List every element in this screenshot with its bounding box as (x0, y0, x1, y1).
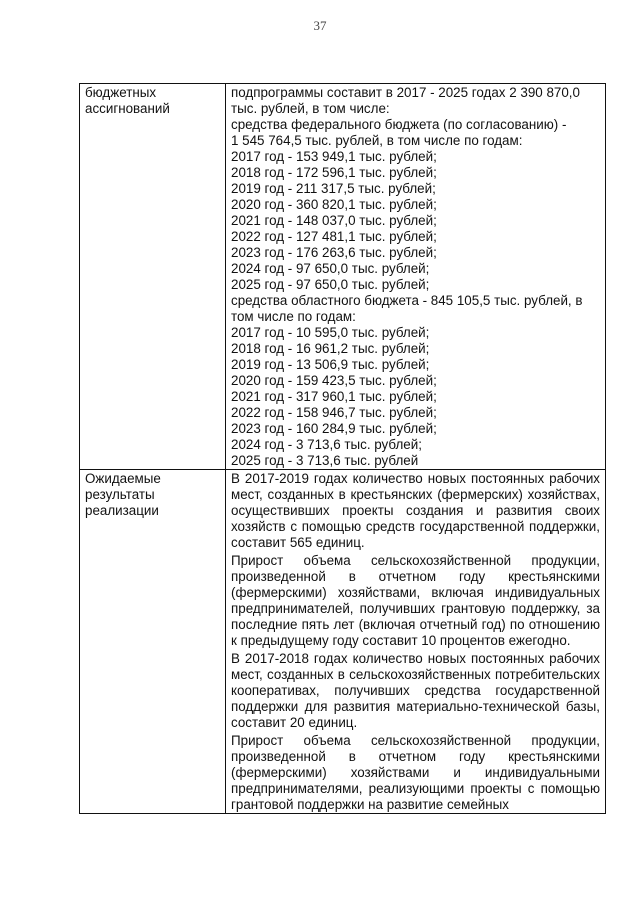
content-line: 2024 год - 97 650,0 тыс. рублей; (231, 261, 430, 276)
label-line: результаты (85, 487, 155, 502)
label-line: Ожидаемые (85, 471, 161, 486)
label-cell-budget (80, 84, 226, 470)
content-line: 2017 год - 153 949,1 тыс. рублей; (231, 149, 437, 164)
content-line: 2020 год - 360 820,1 тыс. рублей; (231, 197, 437, 212)
content-cell-budget (226, 84, 606, 470)
content-line: тыс. рублей, в том числе: (231, 101, 390, 116)
label-line: реализации (85, 503, 159, 518)
program-passport-table (79, 83, 606, 814)
content-line: подпрограммы составит в 2017 - 2025 годах 2 390 870,0 (231, 85, 580, 100)
label-line: бюджетных (85, 85, 157, 100)
content-line: 2021 год - 317 960,1 тыс. рублей; (231, 389, 437, 404)
content-line: 2018 год - 172 596,1 тыс. рублей; (231, 165, 437, 180)
content-line: 1 545 764,5 тыс. рублей, в том числе по годам: (231, 133, 523, 148)
content-line: 2023 год - 176 263,6 тыс. рублей; (231, 245, 437, 260)
content-line: средства областного бюджета - 845 105,5 тыс. рублей, в (231, 293, 583, 308)
content-line: 2018 год - 16 961,2 тыс. рублей; (231, 341, 430, 356)
content-line: 2019 год - 211 317,5 тыс. рублей; (231, 181, 436, 196)
page-number: 37 (313, 18, 327, 33)
content-line: 2020 год - 159 423,5 тыс. рублей; (231, 373, 437, 388)
content-line: 2022 год - 158 946,7 тыс. рублей; (231, 405, 437, 420)
content-line: 2025 год - 97 650,0 тыс. рублей; (231, 277, 430, 292)
table-row-results (80, 470, 606, 814)
table-row-budget (80, 84, 606, 470)
content-line: 2021 год - 148 037,0 тыс. рублей; (231, 213, 437, 228)
results-paragraph: Прирост объема сельскохозяйственной продукции, произведенной в отчетном году крестьянскими (фермерскими) хозяйствами, включая индивидуальных предпринимателей, получивших грантовую поддержку, за последние пять лет (включая отчетный год) по отношению к предыдущему году составит 10 процентов ежегодно. (231, 553, 600, 648)
content-line: том числе по годам: (231, 309, 356, 324)
label-cell-results (80, 470, 226, 814)
content-line: 2023 год - 160 284,9 тыс. рублей; (231, 421, 437, 436)
content-line: средства федерального бюджета (по согласованию) - (231, 117, 567, 132)
content-line: 2017 год - 10 595,0 тыс. рублей; (231, 325, 430, 340)
results-paragraph: В 2017-2019 годах количество новых постоянных рабочих мест, созданных в крестьянских (фермерских) хозяйствах, осуществивших проекты создания и развития своих хозяйств с помощью средств государственной поддержки, составит 565 единиц. (231, 471, 600, 550)
content-line: 2022 год - 127 481,1 тыс. рублей; (231, 229, 437, 244)
content-cell-results (226, 470, 606, 814)
results-paragraph: Прирост объема сельскохозяйственной продукции, произведенной в отчетном году крестьянскими (фермерскими) хозяйствами и индивидуальными предпринимателями, реализующими проекты с помощью грантовой поддержки на развитие семейных (231, 733, 600, 812)
label-line: ассигнований (85, 101, 170, 116)
results-paragraph: В 2017-2018 годах количество новых постоянных рабочих мест, созданных в сельскохозяйственных потребительских кооперативах, получивших средства государственной поддержки для развития материально-технической базы, составит 20 единиц. (231, 651, 600, 730)
content-line: 2019 год - 13 506,9 тыс. рублей; (231, 357, 430, 372)
content-line: 2025 год - 3 713,6 тыс. рублей (231, 453, 419, 468)
content-line: 2024 год - 3 713,6 тыс. рублей; (231, 437, 422, 452)
